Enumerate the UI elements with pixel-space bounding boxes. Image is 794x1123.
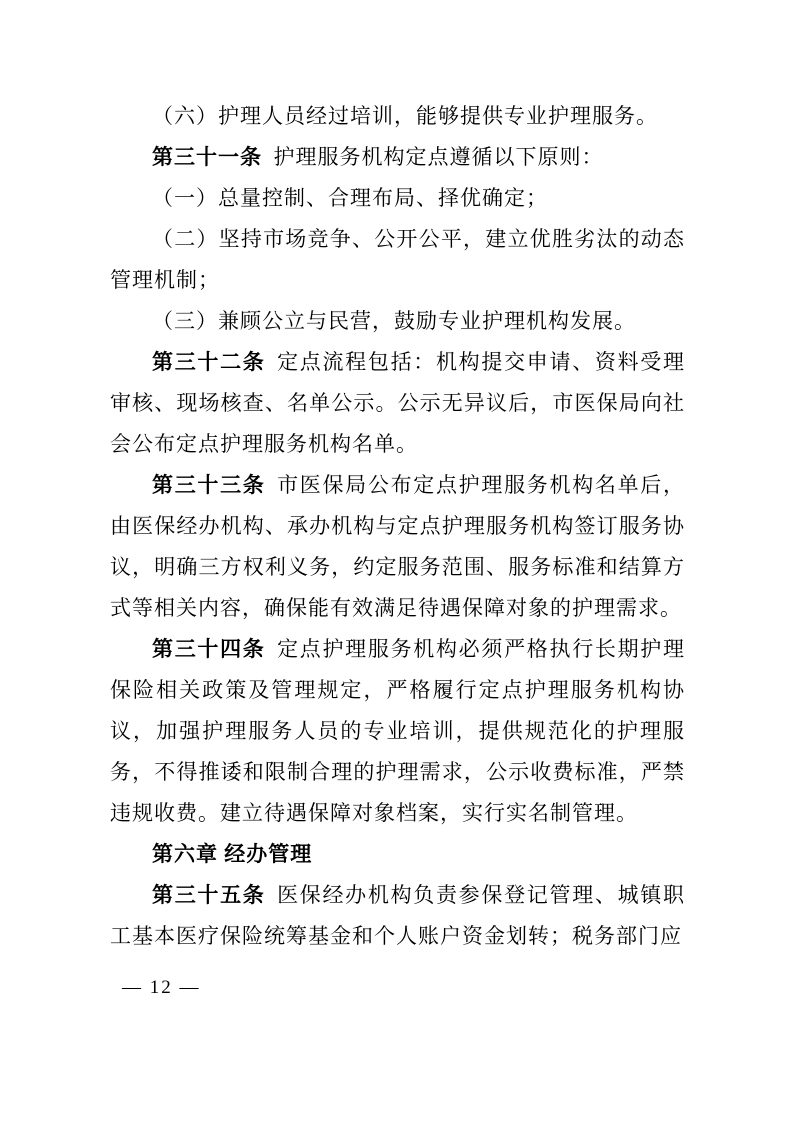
- article-number: 第三十三条: [152, 473, 266, 497]
- article-number: 第三十二条: [152, 350, 266, 374]
- chapter-heading: 第六章 经办管理: [152, 842, 313, 866]
- article-number: 第三十四条: [152, 637, 266, 661]
- paragraph-text: 护理服务机构定点遵循以下原则：: [273, 145, 604, 169]
- paragraph: [110, 301, 685, 342]
- page-number: — 12 —: [122, 977, 201, 998]
- document-body: [110, 96, 685, 957]
- paragraph: [110, 137, 685, 178]
- paragraph-text: （三）兼顾公立与民营，鼓励专业护理机构发展。: [152, 309, 636, 333]
- paragraph: [110, 342, 685, 465]
- paragraph-text: 医保经办机构负责参保登记管理、城镇职工基本医疗保险统筹基金和个人账户资金划转；税务部门应: [110, 883, 686, 948]
- paragraph-text: （二）坚持市场竞争、公开公平，建立优胜劣汰的动态管理机制；: [110, 227, 685, 292]
- paragraph-text: 定点护理服务机构必须严格执行长期护理保险相关政策及管理规定，严格履行定点护理服务机构协议，加强护理服务人员的专业培训，提供规范化的护理服务，不得推诿和限制合理的护理需求，公示收费标准，严禁违规收费。建立待遇保障对象档案，实行实名制管理。: [110, 637, 686, 825]
- paragraph-text: （六）护理人员经过培训，能够提供专业护理服务。: [152, 104, 658, 128]
- paragraph-text: （一）总量控制、合理布局、择优确定；: [152, 186, 548, 210]
- article-number: 第三十一条: [152, 145, 262, 169]
- paragraph: [110, 629, 685, 834]
- paragraph-text: 市医保局公布定点护理服务机构名单后，由医保经办机构、承办机构与定点护理服务机构签订服务协议，明确三方权利义务，约定服务范围、服务标准和结算方式等相关内容，确保能有效满足待遇保障对象的护理需求。: [110, 473, 686, 620]
- paragraph: [110, 875, 685, 957]
- paragraph: [110, 96, 685, 137]
- article-number: 第三十五条: [152, 883, 266, 907]
- paragraph: [110, 219, 685, 301]
- paragraph-text: 定点流程包括：机构提交申请、资料受理审核、现场核查、名单公示。公示无异议后，市医保局向社会公布定点护理服务机构名单。: [110, 350, 686, 456]
- paragraph: [110, 465, 685, 629]
- paragraph: [110, 178, 685, 219]
